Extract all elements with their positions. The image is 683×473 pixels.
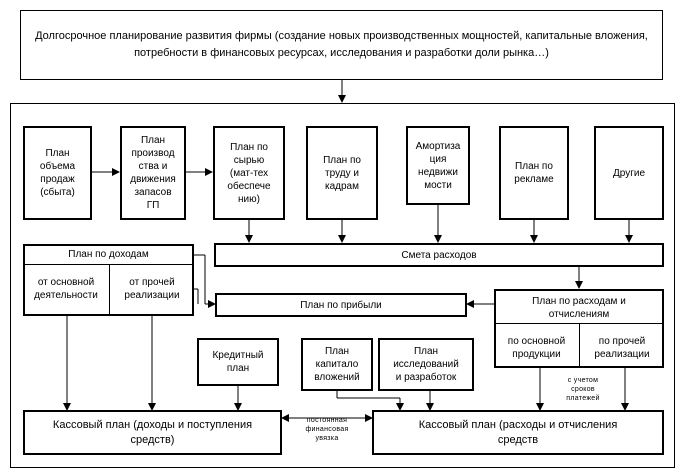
- expense-plan-title: План по расходам и отчислениям: [532, 296, 626, 320]
- cash-outflow-plan-box: Кассовый план (расходы и отчисления средств: [372, 410, 664, 455]
- sales-plan-box: План объема продаж (сбыта): [23, 126, 92, 220]
- cash-inflow-plan-box: Кассовый план (доходы и поступления средств): [23, 410, 282, 455]
- long-term-planning-box: Долгосрочное планирование развития фирмы (создание новых производственных мощностей, капитальные вложения, потребности в финансовых ресурсах, исследования и разработки доли рынка…): [20, 10, 663, 80]
- credit-plan-box: Кредитный план: [197, 338, 279, 386]
- materials-plan-box: План по сырью (мат-тех обеспече нию): [213, 126, 285, 220]
- cost-estimate-box: Смета расходов: [214, 243, 664, 267]
- advertising-plan-box: План по рекламе: [499, 126, 569, 220]
- other-plans-box: Другие: [594, 126, 664, 220]
- depreciation-plan-box: Амортиза ция недвижи мости: [406, 126, 470, 205]
- financial-link-note: постоянная финансовая увязка: [305, 417, 349, 442]
- payment-terms-note: с учетом сроков платежей: [566, 377, 600, 402]
- expense-main-label: по основной продукции: [507, 336, 566, 360]
- expense-other-label: по прочей реализации: [594, 336, 650, 360]
- income-main-label: от основной деятельности: [34, 277, 98, 301]
- labor-plan-box: План по труду и кадрам: [306, 126, 378, 220]
- profit-plan-box: План по прибыли: [215, 293, 467, 317]
- capex-plan-box: План капитало вложений: [301, 338, 373, 391]
- rnd-plan-box: План исследований и разработок: [378, 338, 474, 391]
- income-plan-title: План по доходам: [68, 249, 149, 260]
- income-other-label: от прочей реализации: [124, 277, 180, 301]
- production-plan-box: План производ ства и движения запасов ГП: [120, 126, 186, 220]
